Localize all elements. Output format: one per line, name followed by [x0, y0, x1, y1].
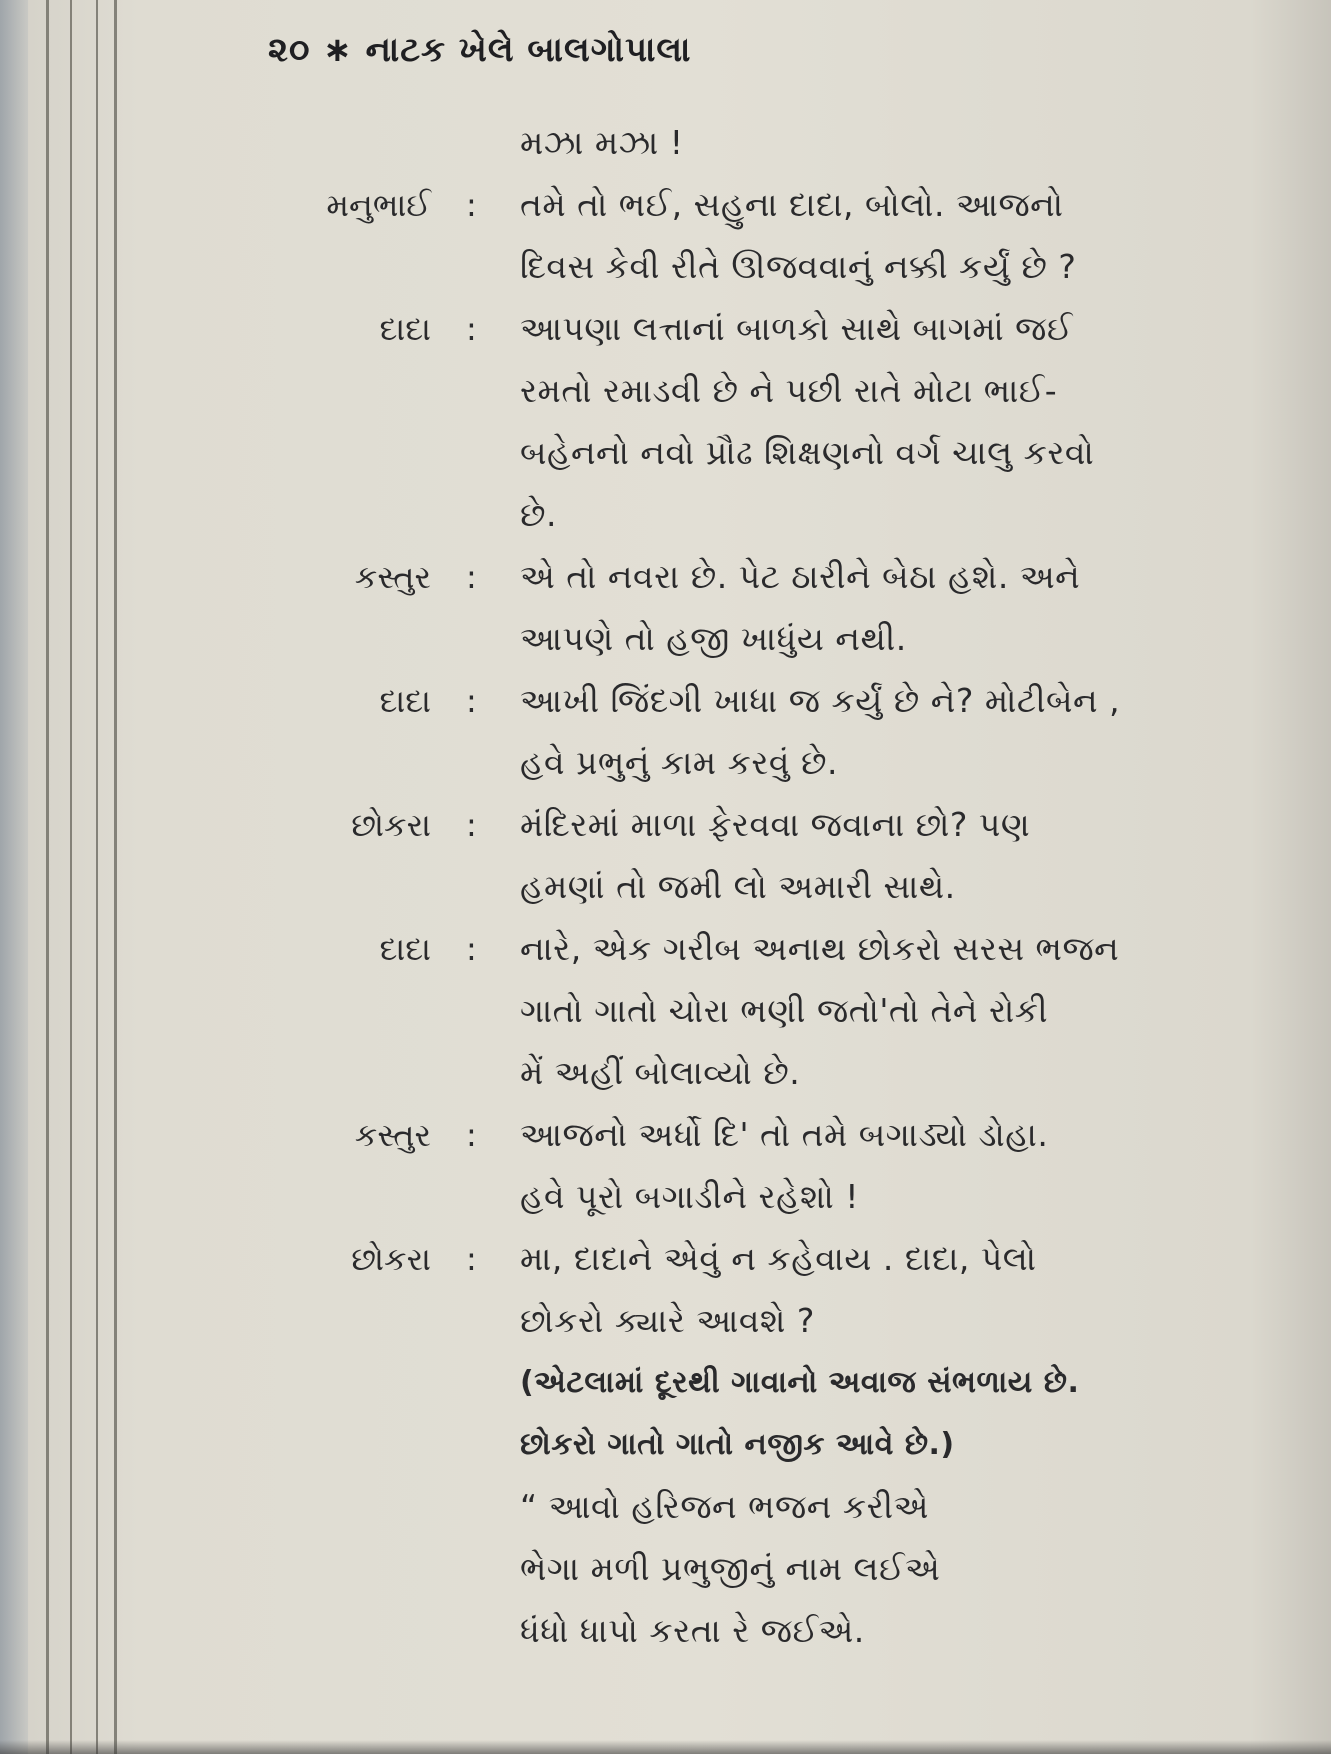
- dialogue-line: [0, 670, 1331, 732]
- dialogue-text: મા, દાદાને એવું ન કહેવાય . દાદા, પેલો: [520, 1239, 1037, 1278]
- dialogue-text: આપણા લત્તાનાં બાળકો સાથે બાગમાં જઈ: [520, 309, 1073, 348]
- dialogue-line: [0, 1104, 1331, 1166]
- speaker-name: દાદા: [379, 682, 431, 720]
- dialogue-line: [0, 608, 1331, 670]
- dialogue-text: આપણે તો હજી ખાધુંય નથી.: [520, 619, 907, 658]
- dialogue-text: હવે પ્રભુનું કામ કરવું છે.: [520, 743, 838, 782]
- dialogue-block: [0, 112, 1331, 1662]
- dialogue-line: [0, 732, 1331, 794]
- dialogue-line: [0, 546, 1331, 608]
- stage-direction: છોકરો ગાતો ગાતો નજીક આવે છે.): [520, 1427, 955, 1462]
- dialogue-line: [0, 856, 1331, 918]
- dialogue-text: છે.: [520, 495, 557, 534]
- dialogue-line: [0, 918, 1331, 980]
- dialogue-line: [0, 484, 1331, 546]
- dialogue-line: [0, 298, 1331, 360]
- dialogue-text: બહેનનો નવો પ્રૌઢ શિક્ષણનો વર્ગ ચાલુ કરવો: [520, 433, 1095, 472]
- speaker-name: દાદા: [379, 930, 431, 968]
- speaker-name: છોકરા: [351, 806, 431, 844]
- dialogue-text: ધંધો ધાપો કરતા રે જઈએ.: [520, 1611, 865, 1650]
- dialogue-text: આખી જિંદગી ખાધા જ કર્યું છે ને? મોટીબેન ,: [520, 681, 1121, 720]
- dialogue-line: [0, 1414, 1331, 1476]
- dialogue-line: [0, 1042, 1331, 1104]
- running-header: ૨૦ ∗ નાટક ખેલે બાલગોપાલા: [268, 30, 692, 70]
- speaker-colon: :: [466, 930, 477, 968]
- dialogue-text: નારે, એક ગરીબ અનાથ છોકરો સરસ ભજન: [520, 929, 1120, 968]
- dialogue-text: રમતો રમાડવી છે ને પછી રાતે મોટા ભાઈ-: [520, 371, 1058, 410]
- dialogue-text: એ તો નવરા છે. પેટ ઠારીને બેઠા હશે. અને: [520, 557, 1081, 596]
- dialogue-text: તમે તો ભઈ, સહુના દાદા, બોલો. આજનો: [520, 185, 1064, 224]
- speaker-colon: :: [466, 310, 477, 348]
- stage-direction: (એટલામાં દૂરથી ગાવાનો અવાજ સંભળાય છે.: [520, 1365, 1080, 1400]
- dialogue-line: [0, 980, 1331, 1042]
- dialogue-line: [0, 1600, 1331, 1662]
- dialogue-line: [0, 1538, 1331, 1600]
- speaker-name: કસ્તુર: [354, 1116, 431, 1154]
- dialogue-line: [0, 174, 1331, 236]
- dialogue-line: [0, 1228, 1331, 1290]
- speaker-colon: :: [466, 682, 477, 720]
- speaker-colon: :: [466, 1240, 477, 1278]
- dialogue-text: મઝા મઝા !: [520, 123, 684, 162]
- dialogue-line: [0, 1166, 1331, 1228]
- speaker-colon: :: [466, 558, 477, 596]
- dialogue-line: [0, 360, 1331, 422]
- speaker-name: દાદા: [379, 310, 431, 348]
- dialogue-text: મેં અહીં બોલાવ્યો છે.: [520, 1053, 801, 1092]
- speaker-colon: :: [466, 1116, 477, 1154]
- speaker-name: કસ્તુર: [354, 558, 431, 596]
- dialogue-text: “ આવો હરિજન ભજન કરીએ: [520, 1487, 929, 1526]
- speaker-colon: :: [466, 186, 477, 224]
- dialogue-text: હમણાં તો જમી લો અમારી સાથે.: [520, 867, 956, 906]
- dialogue-text: દિવસ કેવી રીતે ઊજવવાનું નક્કી કર્યું છે ?: [520, 247, 1077, 286]
- dialogue-line: [0, 422, 1331, 484]
- dialogue-text: મંદિરમાં માળા ફેરવવા જવાના છો? પણ: [520, 805, 1031, 844]
- dialogue-line: [0, 1352, 1331, 1414]
- dialogue-text: ગાતો ગાતો ચોરા ભણી જતો'તો તેને રોકી: [520, 991, 1049, 1030]
- dialogue-line: [0, 1476, 1331, 1538]
- dialogue-text: હવે પૂરો બગાડીને રહેશો !: [520, 1177, 859, 1216]
- dialogue-text: આજનો અર્ધો દિ' તો તમે બગાડ્યો ડોહા.: [520, 1115, 1049, 1154]
- speaker-name: મનુભાઈ: [326, 186, 431, 224]
- speaker-name: છોકરા: [351, 1240, 431, 1278]
- speaker-colon: :: [466, 806, 477, 844]
- dialogue-text: ભેગા મળી પ્રભુજીનું નામ લઈએ: [520, 1549, 941, 1588]
- dialogue-line: [0, 794, 1331, 856]
- dialogue-line: [0, 1290, 1331, 1352]
- dialogue-line: [0, 112, 1331, 174]
- dialogue-line: [0, 236, 1331, 298]
- dialogue-text: છોકરો ક્યારે આવશે ?: [520, 1301, 815, 1340]
